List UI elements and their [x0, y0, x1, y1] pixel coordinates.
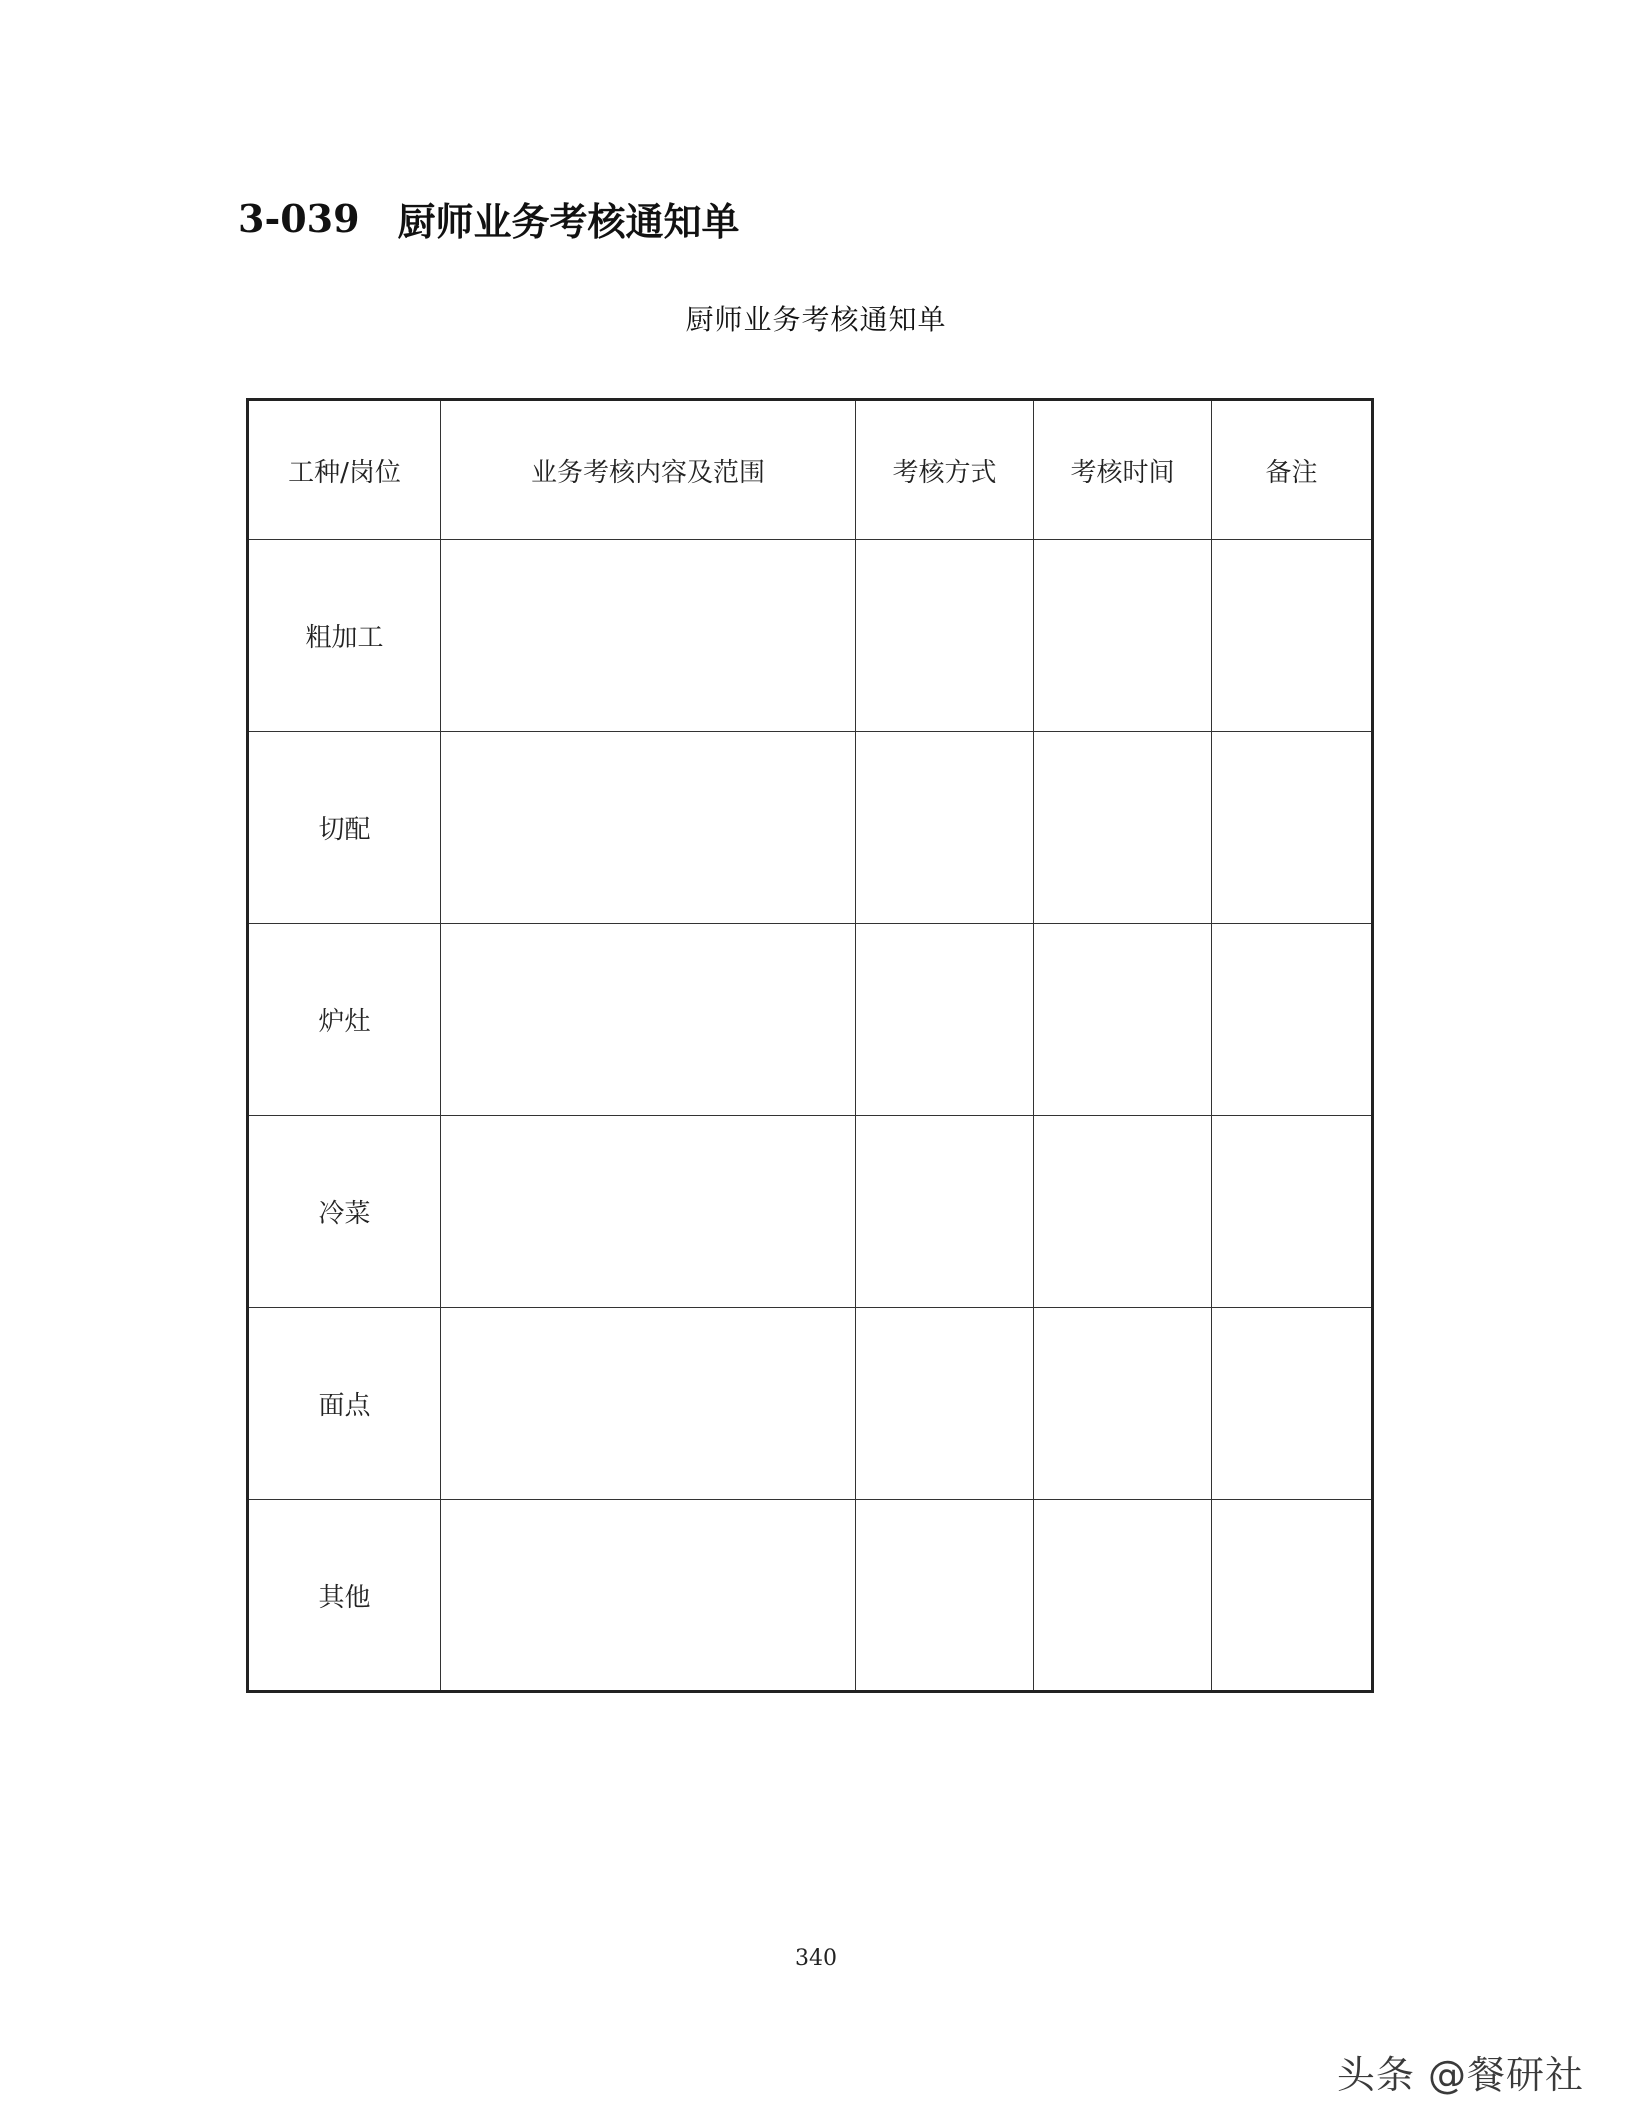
row-position-label: 粗加工	[248, 540, 441, 732]
time-cell[interactable]	[1034, 1308, 1212, 1500]
content-scope-cell[interactable]	[441, 1308, 856, 1500]
remarks-cell[interactable]	[1212, 1500, 1373, 1692]
table-header-row	[248, 400, 1373, 540]
time-cell[interactable]	[1034, 1500, 1212, 1692]
header-content-scope: 业务考核内容及范围	[441, 400, 856, 540]
content-scope-cell[interactable]	[441, 732, 856, 924]
source-watermark: 头条 @餐研社	[1336, 2053, 1584, 2097]
table-row	[248, 732, 1373, 924]
table-row	[248, 540, 1373, 732]
page-number: 340	[795, 1946, 837, 1971]
remarks-cell[interactable]	[1212, 1308, 1373, 1500]
assessment-form-table	[246, 398, 1374, 1693]
section-heading	[238, 190, 740, 246]
section-number: 3-039	[238, 195, 360, 241]
content-scope-cell[interactable]	[441, 1116, 856, 1308]
method-cell[interactable]	[856, 1500, 1034, 1692]
time-cell[interactable]	[1034, 1116, 1212, 1308]
content-scope-cell[interactable]	[441, 924, 856, 1116]
header-time: 考核时间	[1034, 400, 1212, 540]
row-position-label: 面点	[248, 1308, 441, 1500]
content-scope-cell[interactable]	[441, 540, 856, 732]
row-position-label: 切配	[248, 732, 441, 924]
table-row	[248, 924, 1373, 1116]
remarks-cell[interactable]	[1212, 540, 1373, 732]
form-title: 厨师业务考核通知单	[685, 303, 947, 336]
header-remarks: 备注	[1212, 400, 1373, 540]
method-cell[interactable]	[856, 924, 1034, 1116]
table-row	[248, 1308, 1373, 1500]
time-cell[interactable]	[1034, 732, 1212, 924]
method-cell[interactable]	[856, 732, 1034, 924]
remarks-cell[interactable]	[1212, 1116, 1373, 1308]
method-cell[interactable]	[856, 1116, 1034, 1308]
method-cell[interactable]	[856, 1308, 1034, 1500]
table-row	[248, 1116, 1373, 1308]
method-cell[interactable]	[856, 540, 1034, 732]
header-position: 工种/岗位	[248, 400, 441, 540]
time-cell[interactable]	[1034, 540, 1212, 732]
row-position-label: 炉灶	[248, 924, 441, 1116]
header-method: 考核方式	[856, 400, 1034, 540]
remarks-cell[interactable]	[1212, 732, 1373, 924]
table-row	[248, 1500, 1373, 1692]
remarks-cell[interactable]	[1212, 924, 1373, 1116]
section-title: 厨师业务考核通知单	[397, 198, 740, 244]
content-scope-cell[interactable]	[441, 1500, 856, 1692]
time-cell[interactable]	[1034, 924, 1212, 1116]
row-position-label: 冷菜	[248, 1116, 441, 1308]
row-position-label: 其他	[248, 1500, 441, 1692]
